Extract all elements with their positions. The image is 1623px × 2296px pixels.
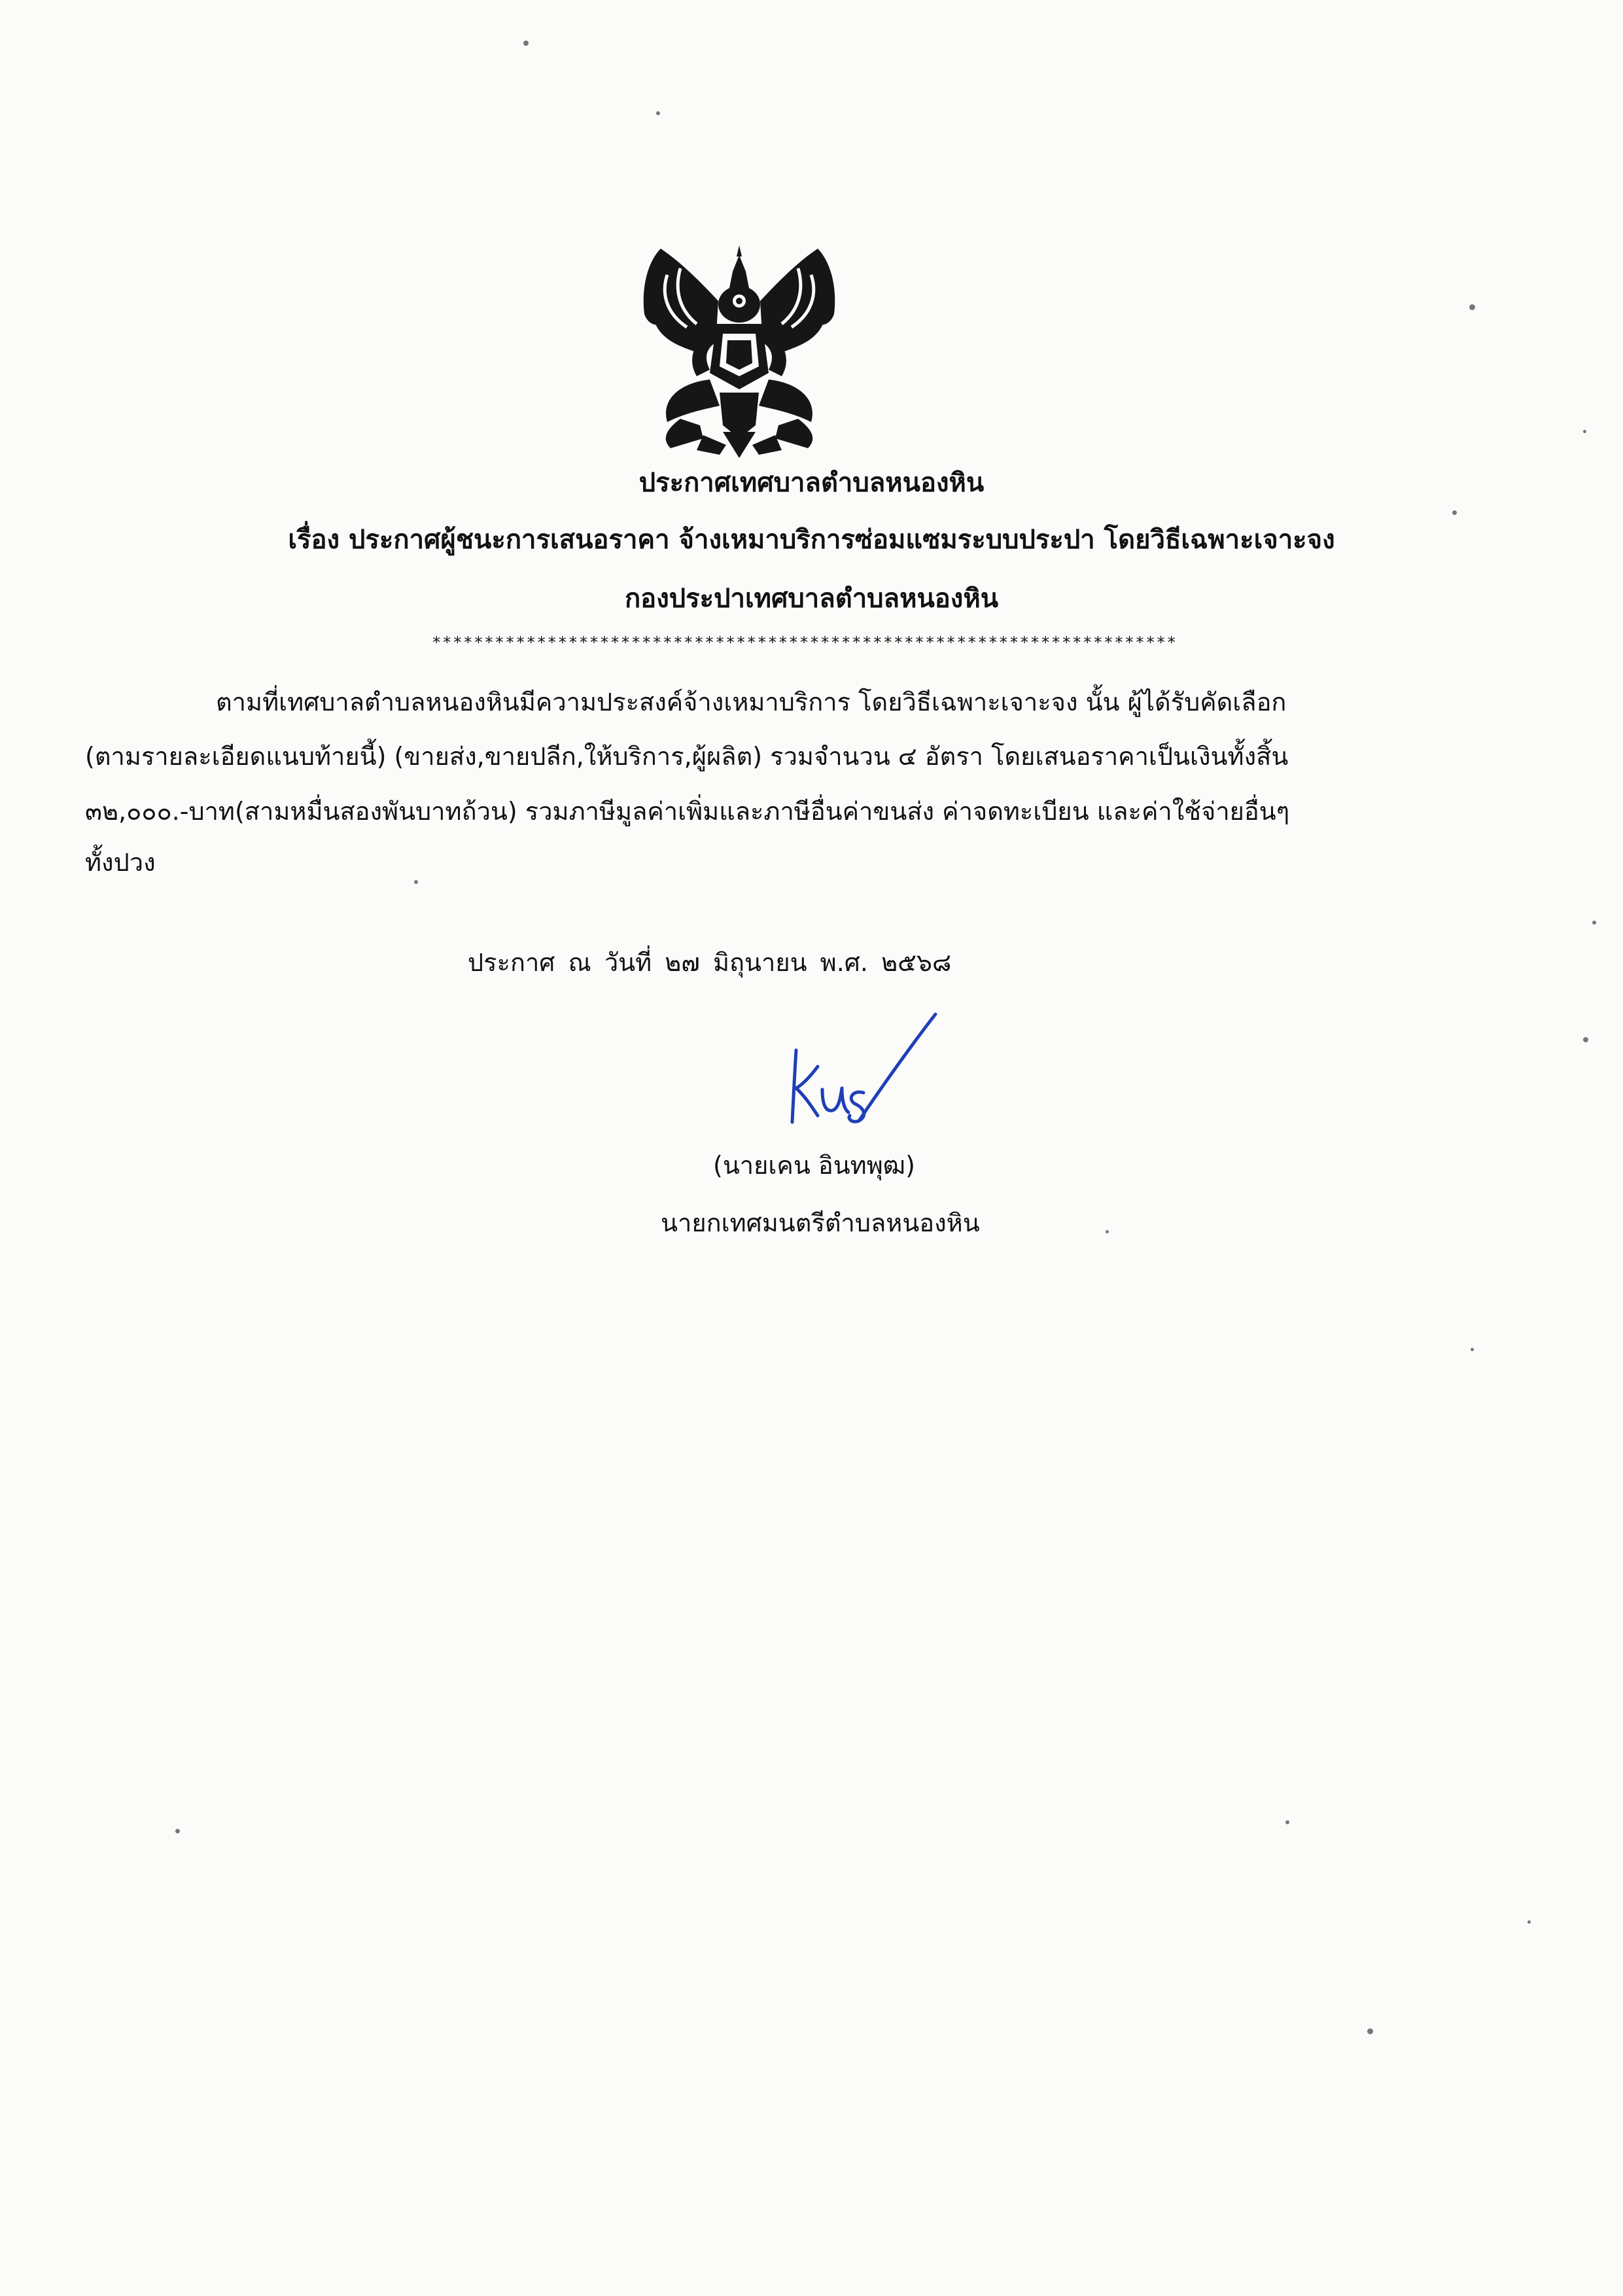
garuda-emblem-icon bbox=[641, 242, 837, 458]
announcement-title: ประกาศเทศบาลตำบลหนองหิน bbox=[638, 468, 985, 498]
signatory-name: (นายเคน อินทพุฒ) bbox=[713, 1151, 915, 1180]
scan-speck bbox=[1592, 921, 1596, 925]
scan-speck bbox=[1583, 430, 1586, 433]
scan-speck bbox=[1469, 304, 1475, 310]
body-line-4: ทั้งปวง bbox=[85, 848, 156, 877]
body-line-3: ๓๒,๐๐๐.-บาท(สามหมื่นสองพันบาทถ้วน) รวมภาษีมูลค่าเพิ่มและภาษีอื่นค่าขนส่ง ค่าจดทะเบียน และค่าใช้จ่ายอื่นๆ bbox=[85, 797, 1290, 826]
signatory-position: นายกเทศมนตรีตำบลหนองหิน bbox=[661, 1209, 980, 1237]
scan-speck bbox=[1367, 2028, 1373, 2034]
scan-speck bbox=[1452, 510, 1457, 515]
announcement-department: กองประปาเทศบาลตำบลหนองหิน bbox=[624, 584, 999, 614]
scan-speck bbox=[1527, 1920, 1531, 1924]
scan-speck bbox=[1471, 1348, 1474, 1351]
scan-speck bbox=[414, 880, 418, 884]
scan-speck bbox=[1583, 1037, 1588, 1042]
body-line-1: ตามที่เทศบาลตำบลหนองหินมีความประสงค์จ้างเหมาบริการ โดยวิธีเฉพาะเจาะจง นั้น ผู้ได้รับคัดเลือก bbox=[216, 688, 1287, 716]
scan-speck bbox=[523, 41, 529, 46]
scan-speck bbox=[175, 1829, 180, 1833]
scan-speck bbox=[1285, 1820, 1289, 1824]
scan-speck bbox=[1106, 1230, 1109, 1233]
body-line-2: (ตามรายละเอียดแนบท้ายนี้) (ขายส่ง,ขายปลีก,ให้บริการ,ผู้ผลิต) รวมจำนวน ๔ อัตรา โดยเสนอราคาเป็นเงินทั้งสิ้น bbox=[85, 742, 1289, 771]
announcement-date: ประกาศ ณ วันที่ ๒๗ มิถุนายน พ.ศ. ๒๕๖๘ bbox=[468, 948, 952, 977]
signature-mark bbox=[782, 1004, 939, 1135]
scan-speck bbox=[656, 111, 660, 115]
separator-line: *********************************************************************** bbox=[432, 633, 1178, 652]
announcement-subject: เรื่อง ประกาศผู้ชนะการเสนอราคา จ้างเหมาบริการซ่อมแซมระบบประปา โดยวิธีเฉพาะเจาะจง bbox=[288, 525, 1335, 555]
